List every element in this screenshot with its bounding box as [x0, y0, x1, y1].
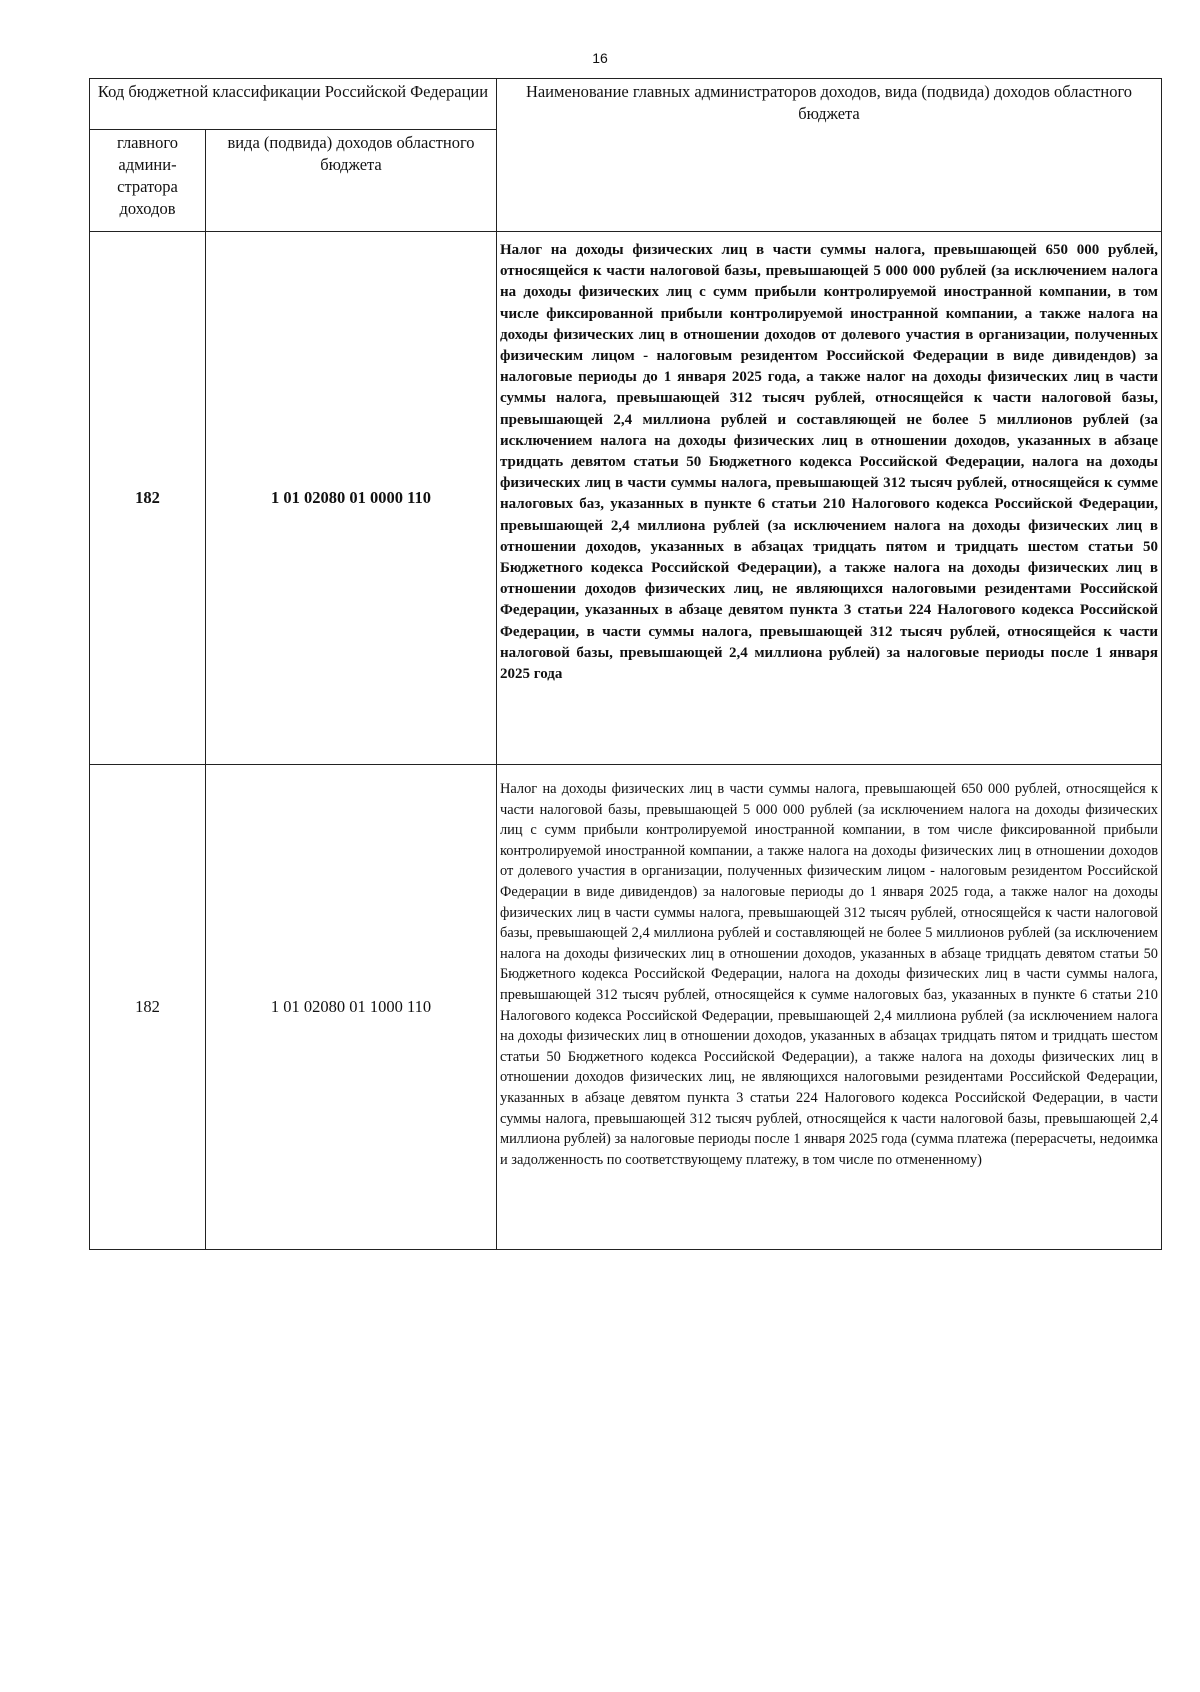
income-description-cell: Налог на доходы физических лиц в части суммы налога, превышающей 650 000 рублей, относящейся к части налоговой базы, превышающей 5 000 000 рублей (за исключением налога на доходы физических лиц с сумм прибыли контролируемой иностранной компании, в том числе фиксированной прибыли контролируемой иностранной компании, а также налога на доходы физических лиц в отношении доходов от долевого участия в организации, полученных физическим лицом - налоговым резидентом Российской Федерации в виде дивидендов) за налоговые периоды до 1 января 2025 года, а также налог на доходы физических лиц в части суммы налога, превышающей 312 тысяч рублей, относящейся к части налоговой базы, превышающей 2,4 миллиона рублей и составляющей не более 5 миллионов рублей (за исключением налога на доходы физических лиц в отношении доходов, указанных в абзаце тридцать девятом статьи 50 Бюджетного кодекса Российской Федерации, налога на доходы физических лиц в части суммы налога, превышающей 312 тысяч рублей, относящейся к сумме налоговых баз, указанных в пункте 6 статьи 210 Налогового кодекса Российской Федерации, превышающей 2,4 миллиона рублей (за исключением налога на доходы физических лиц в отношении доходов, указанных в абзацах тридцать пятом и тридцать шестом статьи 50 Бюджетного кодекса Российской Федерации), а также налога на доходы физических лиц в отношении доходов физических лиц, не являющихся налоговыми резидентами Российской Федерации, указанных в абзаце девятом пункта 3 статьи 224 Налогового кодекса Российской Федерации, в части суммы налога, превышающей 312 тысяч рублей, относящейся к части налоговой базы, превышающей 2,4 миллиона рублей) за налоговые периоды после 1 января 2025 года (сумма платежа (перерасчеты, недоимка и задолженность по соответствующему платежу, в том числе по отмененному): [497, 765, 1162, 1250]
header-income-type-column: вида (подвида) доходов областного бюджета: [206, 130, 497, 232]
header-name-column: Наименование главных администраторов доходов, вида (подвида) доходов областного бюджета: [497, 79, 1162, 232]
admin-code-cell: 182: [90, 765, 206, 1250]
income-code-cell: 1 01 02080 01 0000 110: [206, 232, 497, 765]
admin-code-cell: 182: [90, 232, 206, 765]
table-row: [90, 765, 1162, 1250]
header-code-group: Код бюджетной классификации Российской Федерации: [90, 79, 497, 130]
income-description-cell: Налог на доходы физических лиц в части суммы налога, превышающей 650 000 рублей, относящейся к части налоговой базы, превышающей 5 000 000 рублей (за исключением налога на доходы физических лиц с сумм прибыли контролируемой иностранной компании, в том числе фиксированной прибыли контролируемой иностранной компании, а также налога на доходы физических лиц в отношении доходов от долевого участия в организации, полученных физическим лицом - налоговым резидентом Российской Федерации в виде дивидендов) за налоговые периоды до 1 января 2025 года, а также налог на доходы физических лиц в части суммы налога, превышающей 312 тысяч рублей, относящейся к части налоговой базы, превышающей 2,4 миллиона рублей и составляющей не более 5 миллионов рублей (за исключением налога на доходы физических лиц в отношении доходов, указанных в абзаце тридцать девятом статьи 50 Бюджетного кодекса Российской Федерации, налога на доходы физических лиц в части суммы налога, превышающей 312 тысяч рублей, относящейся к сумме налоговых баз, указанных в пункте 6 статьи 210 Налогового кодекса Российской Федерации, превышающей 2,4 миллиона рублей (за исключением налога на доходы физических лиц в отношении доходов, указанных в абзацах тридцать пятом и тридцать шестом статьи 50 Бюджетного кодекса Российской Федерации), а также налога на доходы физических лиц в отношении доходов физических лиц, не являющихся налоговыми резидентами Российской Федерации, указанных в абзаце девятом пункта 3 статьи 224 Налогового кодекса Российской Федерации, в части суммы налога, превышающей 312 тысяч рублей, относящейся к части налоговой базы, превышающей 2,4 миллиона рублей) за налоговые периоды после 1 января 2025 года: [497, 232, 1162, 765]
table-row: [90, 232, 1162, 765]
budget-classification-table: [89, 78, 1162, 1250]
income-code-cell: 1 01 02080 01 1000 110: [206, 765, 497, 1250]
page-number: 16: [592, 50, 608, 66]
table-header-row: [90, 79, 1162, 130]
header-admin-column: главного админи-стратора доходов: [90, 130, 206, 232]
